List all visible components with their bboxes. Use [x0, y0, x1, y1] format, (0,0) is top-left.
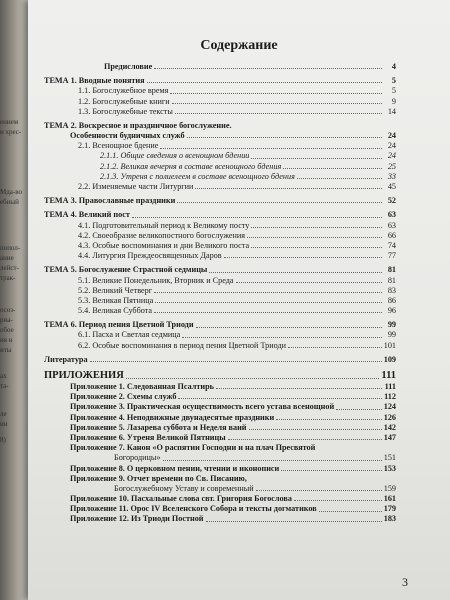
- page-number: 3: [402, 575, 408, 589]
- toc-leader-dots: [281, 470, 381, 471]
- toc-entry-page: 142: [383, 422, 396, 432]
- toc-entry[interactable]: [44, 131, 396, 141]
- toc-leader-dots: [182, 337, 382, 338]
- toc-leader-dots: [247, 237, 382, 238]
- toc-entry[interactable]: [44, 121, 396, 131]
- toc-entry[interactable]: [44, 341, 396, 351]
- left-page-text-fragment: ии: [0, 420, 8, 428]
- left-page-text-fragment: иты: [0, 346, 12, 354]
- toc-leader-dots: [276, 419, 382, 420]
- left-page-text-fragment: ание: [0, 254, 14, 262]
- toc-entry-page: 109: [383, 354, 396, 364]
- left-page-text-fragment: ле: [0, 410, 7, 418]
- toc-entry-label: Приложение 9. Отчет времени по Св. Писанию,: [70, 473, 247, 483]
- toc-entry-label: ТЕМА 4. Великий пост: [44, 210, 130, 220]
- toc-entry-page: 52: [387, 196, 396, 206]
- toc-entry[interactable]: [44, 494, 396, 504]
- toc-entry[interactable]: [44, 107, 396, 117]
- toc-leader-dots: [177, 202, 382, 203]
- toc-entry-label: ТЕМА 3. Православные праздники: [44, 196, 176, 206]
- toc-leader-dots: [170, 93, 382, 94]
- toc-entry-label: 1.2. Богослужебные книги: [78, 96, 170, 106]
- toc-entry-page: 147: [383, 432, 396, 442]
- toc-entry-page: 124: [383, 402, 396, 412]
- toc-entry-page: 14: [387, 106, 396, 116]
- toc-entry[interactable]: [44, 162, 396, 172]
- toc-entry-label: Приложение 11. Орос IV Вселенского Собора и тексты догматиков: [70, 504, 317, 514]
- toc-entry[interactable]: [44, 392, 396, 402]
- toc-entry[interactable]: [44, 355, 396, 365]
- toc-leader-dots: [160, 148, 382, 149]
- left-page-text-fragment: 8): [0, 436, 6, 444]
- toc-leader-dots: [195, 188, 382, 189]
- toc-entry[interactable]: [44, 172, 396, 182]
- toc-entry-page: 74: [387, 240, 396, 250]
- toc-entry-label: 4.1. Подготовительный период к Великому посту: [78, 220, 250, 230]
- toc-leader-dots: [224, 257, 382, 258]
- toc-leader-dots: [163, 460, 382, 461]
- book-page: [28, 0, 450, 600]
- toc-entry-label: Литература: [44, 354, 88, 364]
- left-page-text-fragment: риа-: [0, 316, 13, 324]
- toc-entry[interactable]: [44, 76, 396, 86]
- toc-entry-label: 6.1. Пасха и Светлая седмица: [78, 330, 181, 340]
- toc-entry-page: 4: [391, 61, 396, 71]
- toc-entry-page: 24: [387, 151, 396, 161]
- toc-entry[interactable]: [44, 276, 396, 286]
- toc-entry-label: ТЕМА 1. Вводные понятия: [44, 76, 145, 86]
- toc-entry[interactable]: [44, 382, 396, 392]
- toc-entry[interactable]: [44, 413, 396, 423]
- toc-entry[interactable]: [44, 196, 396, 206]
- toc-entry-page: 126: [383, 412, 396, 422]
- toc-entry-label: 2.1.3. Утреня с полиелеем в составе всенощного бдения: [100, 171, 295, 181]
- page-title: Содержание: [200, 38, 278, 53]
- toc-entry[interactable]: [44, 453, 396, 463]
- toc-entry[interactable]: [44, 423, 396, 433]
- toc-entry-label: Приложение 6. Утреня Великой Пятницы: [70, 432, 226, 442]
- toc-entry-page: 24: [387, 131, 396, 141]
- toc-entry-label: 4.2. Своеобразие великопостного богослужения: [78, 230, 246, 240]
- toc-entry[interactable]: [44, 484, 396, 494]
- toc-entry-label: ПРИЛОЖЕНИЯ: [44, 370, 124, 382]
- toc-entry-label: 2.1.2. Великая вечерня в составе всенощного бдения: [100, 161, 282, 171]
- toc-leader-dots: [288, 347, 382, 348]
- toc-entry-label: Приложение 10. Пасхальные слова свт. Григория Богослова: [70, 494, 292, 504]
- toc-leader-dots: [297, 178, 382, 179]
- toc-entry-label: 2.1.1. Общие сведения о всенощном бдении: [100, 151, 250, 161]
- toc-entry-page: 111: [384, 382, 396, 392]
- toc-leader-dots: [251, 247, 382, 248]
- toc-leader-dots: [251, 227, 382, 228]
- toc-entry-page: 159: [383, 483, 396, 493]
- toc-entry-page: 153: [383, 463, 396, 473]
- toc-entry-label: Приложение 1. Следованная Псалтирь: [70, 382, 214, 392]
- left-page-text-fragment: попол-: [0, 244, 21, 252]
- toc-entry-label: Приложение 3. Практическая осуществимость всего устава всенощной: [70, 402, 335, 412]
- toc-entry-page: 183: [383, 514, 396, 524]
- toc-entry-page: 63: [387, 220, 396, 230]
- toc-entry-page: 24: [387, 141, 396, 151]
- toc-entry[interactable]: [44, 141, 396, 151]
- toc-leader-dots: [209, 272, 382, 273]
- toc-leader-dots: [132, 217, 382, 218]
- toc-entry-label: 2.2. Изменяемые части Литургии: [78, 182, 194, 192]
- toc-leader-dots: [154, 292, 382, 293]
- toc-leader-dots: [126, 378, 380, 379]
- toc-leader-dots: [155, 302, 382, 303]
- toc-entry-label: Богородицы»: [114, 453, 161, 463]
- toc-entry[interactable]: [44, 286, 396, 296]
- toc-leader-dots: [206, 521, 382, 522]
- toc-entry[interactable]: [44, 221, 396, 231]
- toc-entry-page: 111: [381, 370, 396, 382]
- toc-entry-label: ТЕМА 5. Богослужение Страстной седмицы: [44, 265, 208, 275]
- toc-entry-label: 6.2. Особые воспоминания в период пения Цветной Триоди: [78, 340, 287, 350]
- left-page-text-fragment: та-: [0, 382, 9, 390]
- toc-leader-dots: [178, 398, 382, 399]
- toc-entry-label: Приложение 7. Канон «О распятии Господни и на плач Пресвятой: [70, 443, 316, 453]
- toc-entry-page: 96: [387, 306, 396, 316]
- toc-entry-page: 33: [387, 171, 396, 181]
- toc-entry-label: 5.1. Великие Понедельник, Вторник и Среда: [78, 275, 234, 285]
- toc-leader-dots: [236, 282, 382, 283]
- toc-entry-label: 1.1. Богослужебное время: [78, 86, 169, 96]
- toc-entry-page: 66: [387, 230, 396, 240]
- left-page-text-fragment: ебный: [0, 198, 19, 206]
- toc-entry[interactable]: [44, 369, 396, 382]
- toc-entry-label: Богослужебному Уставу и современный: [114, 483, 254, 493]
- table-of-contents: [44, 62, 396, 525]
- toc-leader-dots: [196, 327, 382, 328]
- toc-entry[interactable]: [44, 241, 396, 251]
- toc-entry-page: 77: [387, 251, 396, 261]
- toc-leader-dots: [154, 312, 382, 313]
- toc-leader-dots: [187, 137, 382, 138]
- toc-entry-label: 5.4. Великая Суббота: [78, 306, 153, 316]
- toc-entry[interactable]: [44, 474, 396, 484]
- toc-leader-dots: [154, 68, 382, 69]
- toc-entry-page: 161: [383, 494, 396, 504]
- toc-entry[interactable]: [44, 306, 396, 316]
- toc-entry-page: 99: [387, 330, 396, 340]
- left-page-text-fragment: ах: [0, 372, 7, 380]
- toc-entry[interactable]: [44, 210, 396, 220]
- toc-leader-dots: [90, 361, 382, 362]
- toc-entry[interactable]: [44, 97, 396, 107]
- toc-entry-label: 2.1. Всенощное бдение: [78, 141, 159, 151]
- toc-leader-dots: [319, 511, 382, 512]
- toc-leader-dots: [256, 490, 382, 491]
- toc-leader-dots: [147, 82, 382, 83]
- toc-entry[interactable]: [44, 62, 396, 72]
- toc-entry[interactable]: [44, 331, 396, 341]
- toc-entry-page: 9: [391, 96, 396, 106]
- toc-entry-label: Приложение 8. О церковном пении, чтении и иконописи: [70, 463, 280, 473]
- toc-leader-dots: [228, 439, 382, 440]
- toc-entry[interactable]: [44, 320, 396, 330]
- toc-leader-dots: [175, 113, 382, 114]
- toc-entry[interactable]: [44, 265, 396, 275]
- toc-entry-page: 63: [387, 210, 396, 220]
- toc-entry[interactable]: [44, 433, 396, 443]
- left-page-text-fragment: ением: [0, 118, 19, 126]
- toc-entry-page: 179: [383, 504, 396, 514]
- toc-leader-dots: [294, 500, 382, 501]
- toc-entry-label: Приложение 4. Неподвижные двунадесятые праздники: [70, 412, 275, 422]
- toc-entry-label: 1.3. Богослужебные тексты: [78, 106, 173, 116]
- toc-entry[interactable]: [44, 86, 396, 96]
- toc-entry-label: ТЕМА 2. Воскресное и праздничное богослужение.: [44, 120, 232, 130]
- toc-entry-label: 5.3. Великая Пятница: [78, 295, 154, 305]
- toc-entry[interactable]: [44, 443, 396, 453]
- toc-entry-label: 4.4. Литургия Преждеосвященных Даров: [78, 251, 222, 261]
- toc-entry[interactable]: [44, 251, 396, 261]
- toc-entry-page: 101: [383, 340, 396, 350]
- left-page-text-fragment: трак-: [0, 274, 16, 282]
- left-page-text-fragment: обое: [0, 326, 14, 334]
- toc-entry-page: 25: [387, 161, 396, 171]
- toc-entry-label: 4.3. Особые воспоминания и дни Великого поста: [78, 240, 250, 250]
- toc-leader-dots: [251, 158, 382, 159]
- toc-entry[interactable]: [44, 296, 396, 306]
- toc-entry[interactable]: [44, 464, 396, 474]
- toc-entry-label: Приложение 5. Лазарева суббота и Неделя ваий: [70, 422, 247, 432]
- left-page-text-fragment: и хрес-: [0, 128, 22, 136]
- toc-entry-page: 86: [387, 295, 396, 305]
- left-page-text-fragment: лейст-: [0, 264, 19, 272]
- toc-entry-page: 99: [387, 320, 396, 330]
- left-page-text-fragment: осоз-: [0, 306, 16, 314]
- toc-entry-label: Приложение 12. Из Триоди Постной: [70, 514, 204, 524]
- toc-leader-dots: [172, 103, 382, 104]
- left-page-edge: [0, 0, 30, 600]
- left-page-text-fragment: ия и: [0, 336, 13, 344]
- toc-entry-page: 5: [391, 76, 396, 86]
- toc-entry-page: 81: [387, 265, 396, 275]
- toc-leader-dots: [283, 168, 382, 169]
- toc-leader-dots: [336, 409, 382, 410]
- toc-entry-label: Предисловие: [104, 61, 153, 71]
- toc-entry-label: 5.2. Великий Четверг: [78, 285, 153, 295]
- toc-entry[interactable]: [44, 402, 396, 412]
- toc-entry[interactable]: [44, 504, 396, 514]
- toc-entry-page: 45: [387, 182, 396, 192]
- toc-entry-page: 5: [391, 86, 396, 96]
- toc-entry-page: 151: [383, 453, 396, 463]
- toc-entry[interactable]: [44, 231, 396, 241]
- toc-entry-page: 81: [387, 275, 396, 285]
- left-page-text-fragment: Мда-во: [0, 188, 22, 196]
- toc-entry-page: 112: [384, 392, 396, 402]
- toc-leader-dots: [216, 388, 382, 389]
- toc-leader-dots: [249, 429, 382, 430]
- toc-entry-label: Приложение 2. Схемы служб: [70, 392, 177, 402]
- toc-entry-label: Особенности будничных служб: [70, 131, 185, 141]
- toc-entry[interactable]: [44, 182, 396, 192]
- toc-entry[interactable]: [44, 515, 396, 525]
- toc-entry-page: 83: [387, 285, 396, 295]
- toc-entry[interactable]: [44, 152, 396, 162]
- toc-entry-label: ТЕМА 6. Период пения Цветной Триоди: [44, 320, 194, 330]
